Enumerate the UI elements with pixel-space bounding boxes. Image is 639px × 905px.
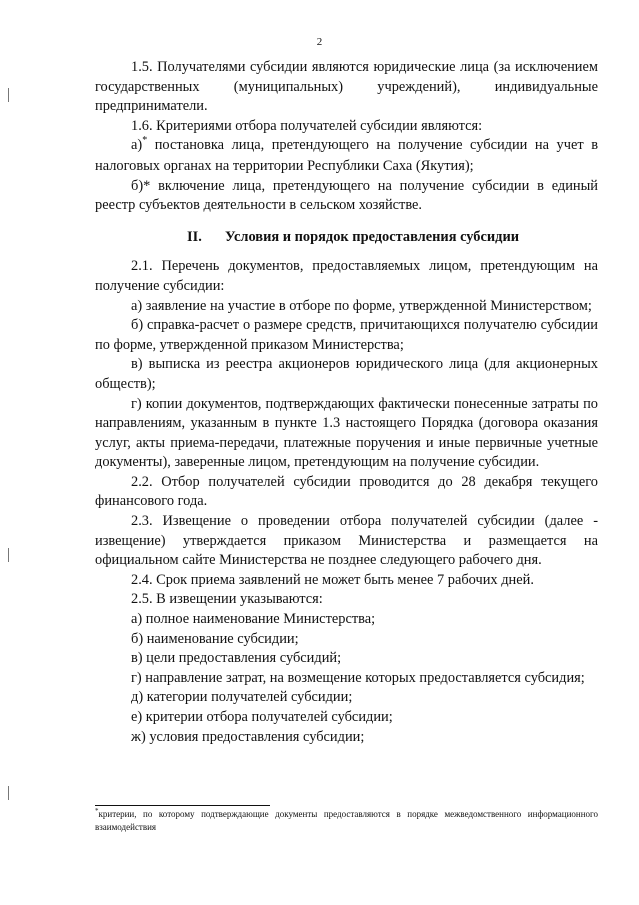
paragraph-2-3: 2.3. Извещение о проведении отбора получателей субсидии (далее - извещение) утверждается приказом Министерства и размещается на официальном сайте Министерства не позднее следующего рабочего дня. bbox=[95, 513, 598, 569]
footnote bbox=[95, 808, 598, 833]
paragraph-2-5-e: е) критерии отбора получателей субсидии; bbox=[131, 709, 393, 725]
footnote-divider bbox=[95, 805, 270, 806]
paragraph-2-5-g: г) направление затрат, на возмещение которых предоставляется субсидия; bbox=[131, 669, 585, 686]
paragraph-2-2: 2.2. Отбор получателей субсидии проводится до 28 декабря текущего финансового года. bbox=[95, 473, 598, 510]
margin-mark bbox=[8, 786, 9, 800]
paragraph-2-5: 2.5. В извещении указываются: bbox=[131, 591, 323, 608]
criterion-b: б)* включение лица, претендующего на получение субсидии в единый реестр субъектов деятельности в сельском хозяйстве. bbox=[95, 177, 598, 214]
paragraph-2-1-b: б) справка-расчет о размере средств, причитающихся получателю субсидии по форме, утвержденной приказом Министерства; bbox=[95, 317, 598, 353]
paragraph-2-4: 2.4. Срок приема заявлений не может быть менее 7 рабочих дней. bbox=[131, 571, 534, 588]
section-number: II. bbox=[187, 228, 202, 245]
page-number: 2 bbox=[316, 36, 323, 48]
paragraph-2-1-g: г) копии документов, подтверждающих фактически понесенные затраты по направлениям, указанным в пункте 1.3 настоящего Порядка (договора оказания услуг, акты приема-передачи, платежные поручения и иные первичные учетные документы), заверенные лицом, претендующим на получение субсидии. bbox=[95, 395, 598, 471]
criterion-a-prefix: а) bbox=[131, 137, 143, 154]
paragraph-2-5-zh: ж) условия предоставления субсидии; bbox=[131, 728, 365, 745]
section-title: Условия и порядок предоставления субсидии bbox=[225, 228, 520, 245]
footnote-mark: * bbox=[95, 807, 99, 815]
paragraph-1-5: 1.5. Получателями субсидии являются юридические лица (за исключением государственных (муниципальных) учреждений), индивидуальные предприниматели. bbox=[95, 59, 598, 115]
criterion-a-text: постановка лица, претендующего на получение субсидии на учет в налоговых органах на территории Республики Саха (Якутия); bbox=[95, 137, 598, 174]
criterion-a bbox=[95, 136, 598, 176]
paragraph-2-1-v: в) выписка из реестра акционеров юридического лица (для акционерных обществ); bbox=[95, 356, 598, 392]
footnote-text: критерии, по которому подтверждающие документы предоставляются в порядке межведомственного информационного взаимодействия bbox=[95, 809, 598, 832]
margin-mark bbox=[8, 548, 9, 562]
paragraph-2-5-b: б) наименование субсидии; bbox=[131, 630, 299, 647]
paragraph-1-6: 1.6. Критериями отбора получателей субсидии являются: bbox=[131, 117, 483, 134]
paragraph-2-5-a: а) полное наименование Министерства; bbox=[131, 611, 376, 628]
paragraph-2-1-a: а) заявление на участие в отборе по форме, утвержденной Министерством; bbox=[131, 297, 592, 314]
document-body bbox=[95, 58, 598, 747]
paragraph-2-5-d: д) категории получателей субсидии; bbox=[131, 689, 353, 706]
paragraph-2-5-v: в) цели предоставления субсидий; bbox=[131, 650, 342, 667]
margin-mark bbox=[8, 88, 9, 102]
paragraph-2-1: 2.1. Перечень документов, предоставляемых лицом, претендующим на получение субсидии: bbox=[95, 258, 598, 294]
footnote-marker: * bbox=[142, 135, 148, 147]
section-heading bbox=[95, 228, 598, 248]
